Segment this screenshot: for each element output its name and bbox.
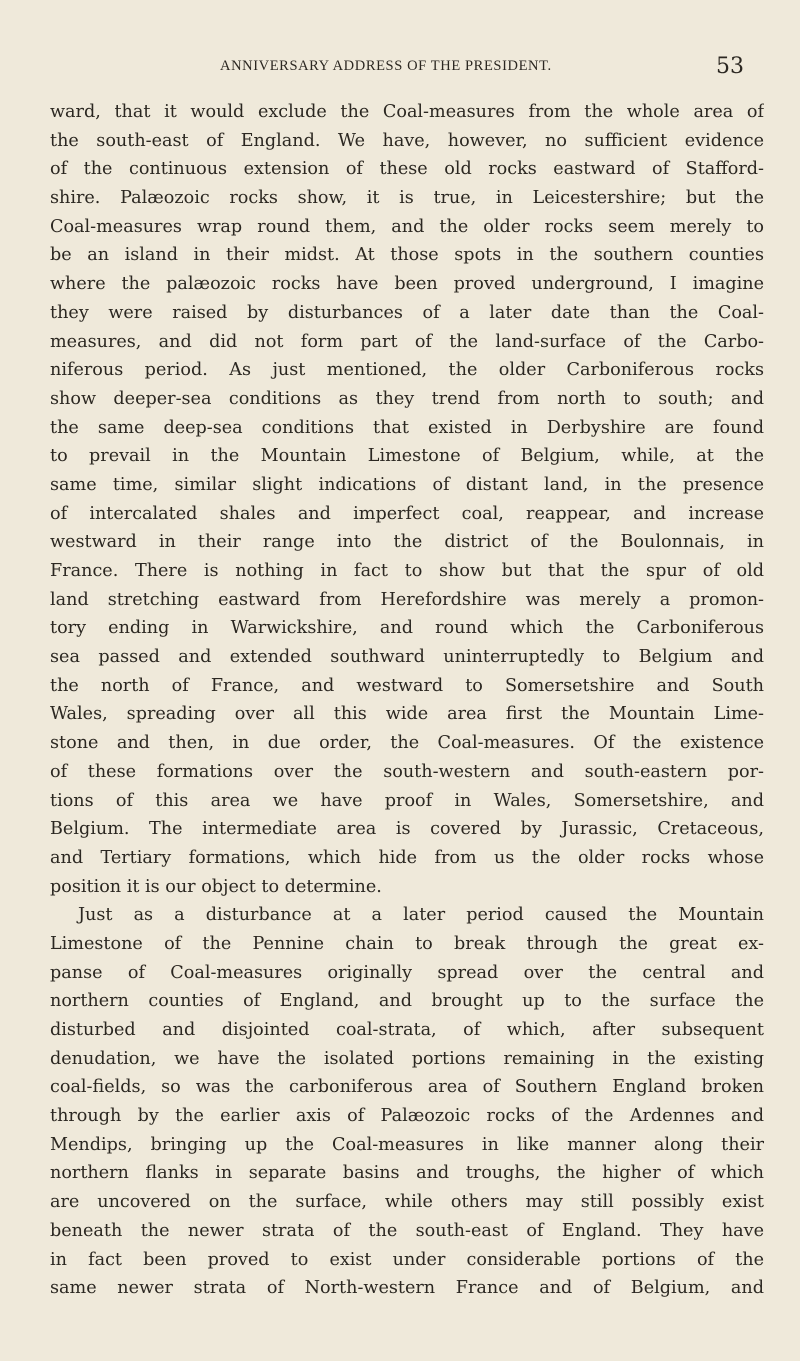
text-line: of these formations over the south-western and south-eastern por- [50,761,764,782]
text-line: tions of this area we have proof in Wales, Somersetshire, and [50,790,764,811]
paragraph-1 [50,98,764,901]
text-line: disturbed and disjointed coal-strata, of which, after subsequent [50,1020,764,1040]
text-line: stone and then, in due order, the Coal-measures. Of the existence [50,733,764,754]
text-line: they were raised by disturbances of a later date than the Coal- [50,302,764,323]
text-line: where the palæozoic rocks have been proved underground, I imagine [50,274,764,295]
text-line: sea passed and extended southward uninterruptedly to Belgium and [50,647,764,668]
text-line: tory ending in Warwickshire, and round which the Carboniferous [50,618,764,639]
text-line: position it is our object to determine. [50,876,382,897]
text-line: of the continuous extension of these old rocks eastward of Stafford- [50,159,764,180]
text-line: measures, and did not form part of the land-surface of the Carbo- [50,331,764,352]
text-line: Limestone of the Pennine chain to break through the great ex- [50,933,764,954]
running-head [0,54,800,84]
text-line: through by the earlier axis of Palæozoic rocks of the Ardennes and [50,1106,764,1127]
text-line: be an island in their midst. At those spots in the southern counties [50,245,764,266]
running-title: ANNIVERSARY ADDRESS OF THE PRESIDENT. [220,58,552,74]
text-line: niferous period. As just mentioned, the older Carboniferous rocks [50,360,764,381]
text-line: of intercalated shales and imperfect coal, reappear, and increase [50,503,764,524]
text-line: northern counties of England, and brought up to the surface the [50,991,764,1012]
text-line: France. There is nothing in fact to show but that the spur of old [50,561,764,581]
text-line: coal-fields, so was the carboniferous area of Southern England broken [50,1077,764,1098]
text-line: same time, similar slight indications of distant land, in the presence [50,474,764,495]
text-line: shire. Palæozoic rocks show, it is true, in Leicestershire; but the [50,188,764,209]
text-line: in fact been proved to exist under considerable portions of the [50,1249,764,1270]
text-line: Just as a disturbance at a later period caused the Mountain [78,905,764,926]
text-line: and Tertiary formations, which hide from us the older rocks whose [50,847,764,868]
text-line: to prevail in the Mountain Limestone of Belgium, while, at the [50,446,764,467]
text-line: are uncovered on the surface, while others may still possibly exist [50,1192,764,1213]
text-line: same newer strata of North-western France and of Belgium, and [50,1278,764,1299]
text-line: beneath the newer strata of the south-east of England. They have [50,1220,764,1241]
text-line: denudation, we have the isolated portions remaining in the existing [50,1048,764,1069]
text-line: Coal-measures wrap round them, and the older rocks seem merely to [50,216,764,237]
body-text [50,98,764,1303]
text-line: the north of France, and westward to Somersetshire and South [50,675,764,696]
text-line: the same deep-sea conditions that existed in Derbyshire are found [50,417,764,438]
text-line: land stretching eastward from Herefordshire was merely a promon- [50,589,764,610]
text-line: northern flanks in separate basins and troughs, the higher of which [50,1163,764,1184]
text-line: panse of Coal-measures originally spread over the central and [50,962,764,983]
text-line: Belgium. The intermediate area is covered by Jurassic, Cretaceous, [50,819,764,840]
text-line: westward in their range into the district of the Boulonnais, in [50,532,764,553]
text-line: Mendips, bringing up the Coal-measures in like manner along their [50,1134,764,1155]
text-line: Wales, spreading over all this wide area first the Mountain Lime- [50,704,764,725]
paragraph-2 [50,901,764,1303]
page-number: 53 [716,54,744,79]
text-line: ward, that it would exclude the Coal-measures from the whole area of [50,102,764,122]
text-line: show deeper-sea conditions as they trend from north to south; and [50,388,764,409]
text-line: the south-east of England. We have, however, no sufficient evidence [50,130,764,151]
